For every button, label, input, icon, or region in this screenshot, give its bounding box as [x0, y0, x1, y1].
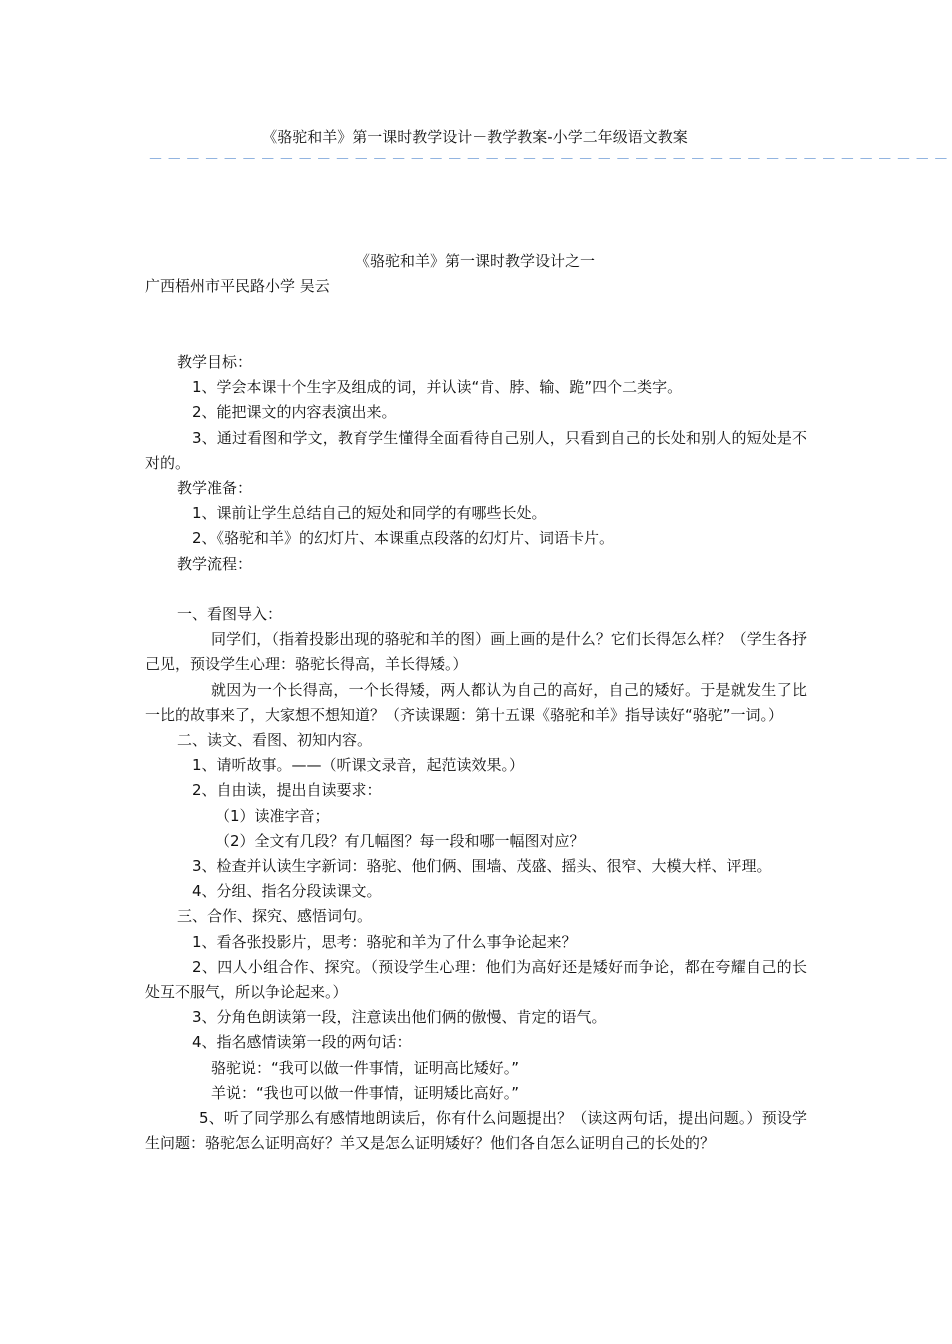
- section-heading: 三、合作、探究、感悟词句。: [177, 907, 373, 926]
- blank-line: [145, 577, 807, 602]
- paragraph: 1、课前让学生总结自己的短处和同学的有哪些长处。: [192, 504, 547, 523]
- author-line: 广西梧州市平民路小学 吴云: [145, 277, 330, 295]
- paragraph: 2、能把课文的内容表演出来。: [192, 403, 397, 422]
- paragraph: （2）全文有几段？有几幅图？每一段和哪一幅图对应？: [215, 831, 585, 850]
- document-title: 《骆驼和羊》第一课时教学设计之一: [354, 252, 595, 270]
- section-heading: 二、读文、看图、初知内容。: [177, 731, 373, 750]
- paragraph: 1、学会本课十个生字及组成的词，并认读“肯、脖、输、跪”四个二类字。: [192, 378, 683, 397]
- paragraph: 4、指名感情读第一段的两句话：: [192, 1033, 412, 1052]
- section-heading: 一、看图导入：: [177, 605, 283, 624]
- paragraph: 3、分角色朗读第一段，注意读出他们俩的傲慢、肯定的语气。: [192, 1008, 607, 1027]
- paragraph: 3、检查并认读生字新词：骆驼、他们俩、围墙、茂盛、摇头、很窄、大模大样、评理。: [192, 857, 772, 876]
- paragraph: 2、自由读，提出自读要求：: [192, 781, 382, 800]
- paragraph: 3、通过看图和学文，教育学生懂得全面看待自己别人，只看到自己的长处和别人的短处是不对的。: [145, 428, 807, 472]
- section-heading: 教学准备：: [177, 479, 253, 498]
- paragraph: 就因为一个长得高，一个长得矮，两人都认为自己的高好，自己的矮好。于是就发生了比一比的故事来了，大家想不想知道？（齐读课题：第十五课《骆驼和羊》指导读好“骆驼”一词。）: [145, 680, 807, 724]
- paragraph: 2、四人小组合作、探究。（预设学生心理：他们为高好还是矮好而争论，都在夸耀自己的长处互不服气，所以争论起来。）: [145, 957, 807, 1002]
- paragraph: 同学们，（指着投影出现的骆驼和羊的图）画上画的是什么？它们长得怎么样？（学生各抒己见，预设学生心理：骆驼长得高，羊长得矮。）: [145, 630, 807, 674]
- paragraph: 5、听了同学那么有感情地朗读后，你有什么问题提出？（读这两句话，提出问题。）预设学生问题：骆驼怎么证明高好？羊又是怎么证明矮好？他们各自怎么证明自己的长处的？: [145, 1109, 807, 1153]
- paragraph: 1、看各张投影片，思考：骆驼和羊为了什么事争论起来？: [192, 932, 577, 951]
- header-divider: －－－－－－－－－－－－－－－－－－－－－－－－－－－－－－－－－－－－－－－－－－－: [148, 150, 952, 168]
- paragraph: （1）读准字音；: [215, 806, 330, 825]
- page-header-title: 《骆驼和羊》第一课时教学设计－教学教案-小学二年级语文教案: [262, 128, 688, 146]
- document-body: [145, 350, 807, 1156]
- section-heading: 教学流程：: [177, 554, 253, 573]
- quote-line: 骆驼说：“我可以做一件事情，证明高比矮好。”: [211, 1058, 520, 1077]
- paragraph: 1、请听故事。——（听课文录音，起范读效果。）: [192, 756, 525, 775]
- section-heading: 教学目标：: [177, 353, 253, 371]
- paragraph: 2、《骆驼和羊》的幻灯片、本课重点段落的幻灯片、词语卡片。: [192, 529, 615, 548]
- paragraph: 4、分组、指名分段读课文。: [192, 882, 382, 901]
- quote-line: 羊说：“我也可以做一件事情，证明矮比高好。”: [211, 1083, 520, 1102]
